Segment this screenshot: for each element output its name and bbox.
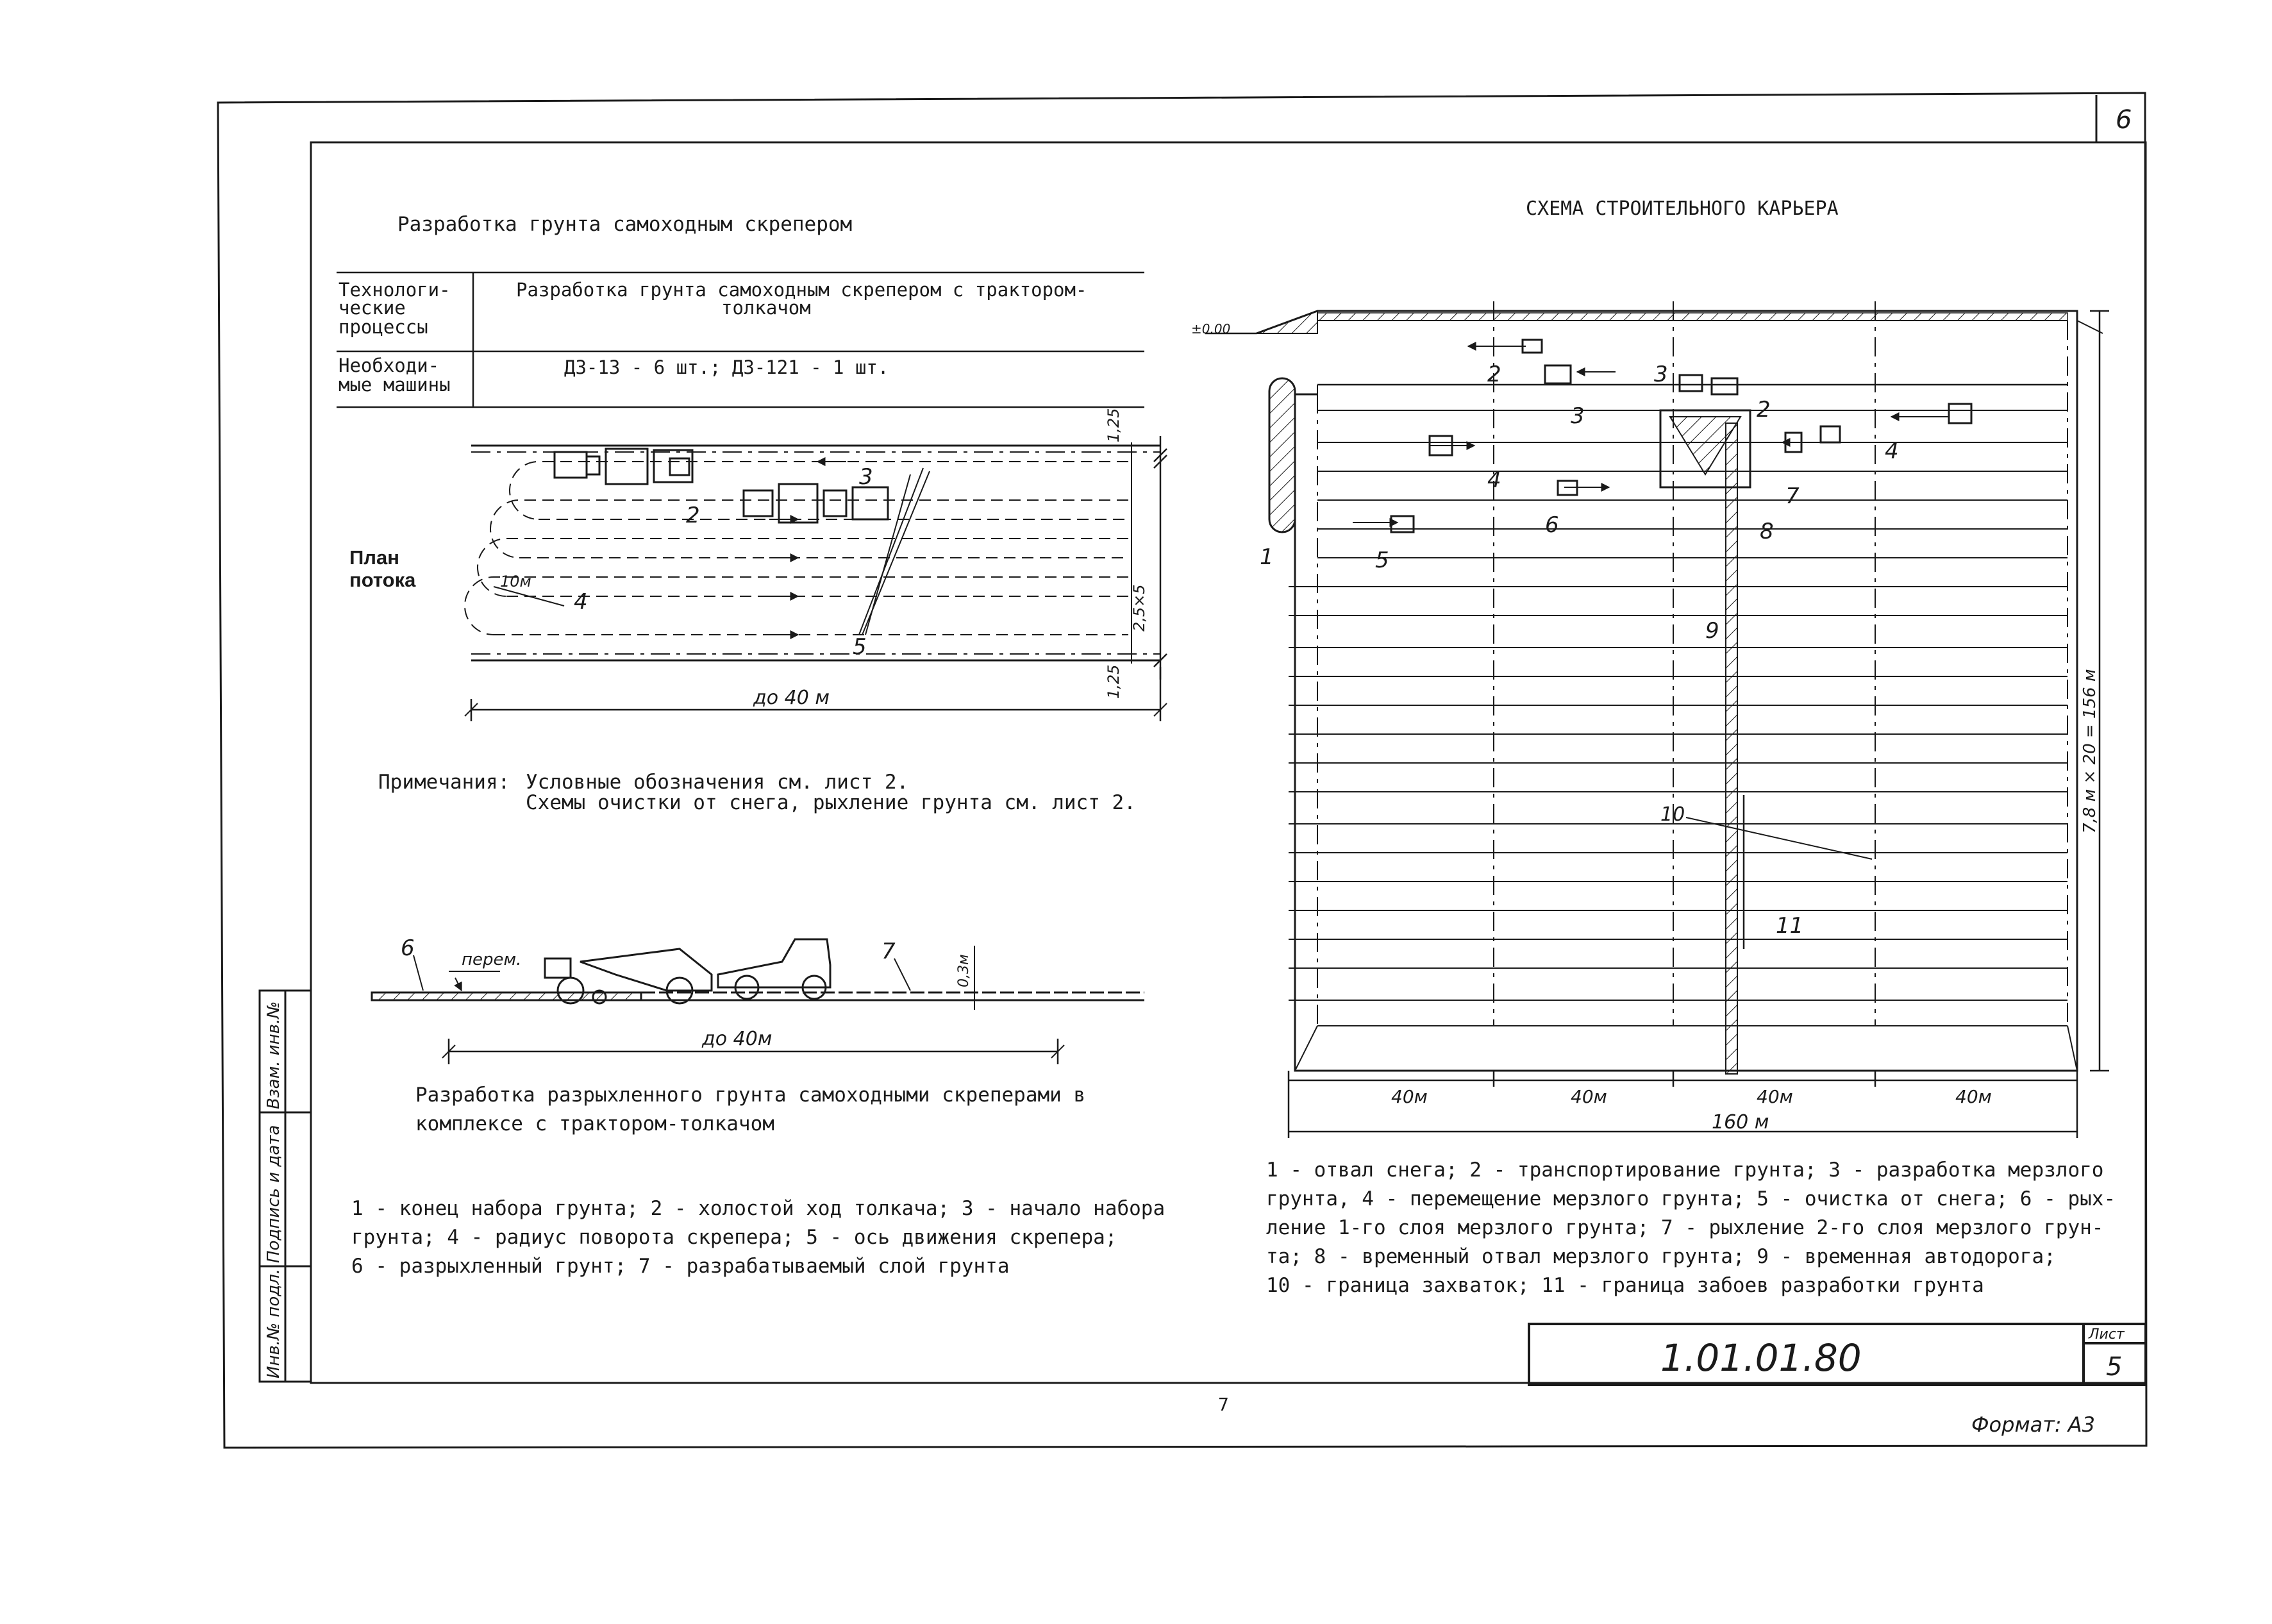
stamp-inv-podl: Инв.№ подл. — [264, 1268, 283, 1378]
plan-dim-top: 1,25 — [1105, 408, 1123, 442]
left-legend: 1 - конец набора грунта; 2 - холостой ход толкача; 3 - начало набора грунта; 4 - радиус поворота скрепера; 5 - ось движения скрепера; 6 - разрыхленный грунт; 7 - разрабатываемый слой грунта — [351, 1197, 1165, 1278]
table-row1-value: Разработка грунта самоходным скрепером с трактором- толкачом — [516, 279, 1087, 319]
quarry-dim-total: 160 м — [1712, 1111, 1769, 1134]
quarry-callout-4a: 4 — [1487, 467, 1501, 493]
quarry-level: ±0.00 — [1191, 321, 1231, 337]
quarry-dim-3: 40м — [1757, 1086, 1793, 1107]
plan-dim-mid: 2,5×5 — [1130, 584, 1148, 632]
sheet-number-top: 6 — [2116, 105, 2132, 135]
quarry-callout-5: 5 — [1375, 548, 1389, 573]
section-callout-6: 6 — [401, 935, 415, 961]
plan-dim-length: до 40 м — [753, 687, 830, 709]
section-length: до 40м — [702, 1028, 773, 1050]
quarry-callout-6: 6 — [1545, 512, 1559, 538]
stamp-signature-date: Подпись и дата — [264, 1125, 283, 1263]
quarry-callout-4b: 4 — [1885, 439, 1899, 464]
section-depth: 0,3м — [956, 954, 972, 987]
format-label: Формат: А3 — [1971, 1412, 2096, 1437]
plan-label: План потока — [349, 546, 416, 591]
table-row2-label: Необходи- мые машины — [338, 355, 451, 396]
quarry-callout-2a: 2 — [1487, 362, 1501, 387]
quarry-dim-4: 40м — [1955, 1086, 1992, 1107]
sheet-label: Лист — [2089, 1327, 2125, 1343]
page-number: 7 — [1218, 1394, 1229, 1415]
section-caption: Разработка разрыхленного грунта самоходными скреперами в комплексе с трактором-толкачом — [415, 1084, 1086, 1135]
notes-label: Примечания: — [378, 771, 510, 794]
quarry-callout-3a: 3 — [1571, 403, 1585, 429]
drawing-code: 1.01.01.80 — [1660, 1336, 1862, 1380]
quarry-callout-11: 11 — [1776, 913, 1804, 939]
plan-callout-5: 5 — [853, 634, 867, 660]
quarry-callout-3b: 3 — [1654, 362, 1668, 387]
quarry-callout-9: 9 — [1705, 618, 1719, 644]
plan-scraper-2 — [744, 484, 888, 523]
plan-callout-4: 4 — [574, 589, 588, 615]
plan-callout-2: 2 — [686, 503, 700, 528]
quarry-dim-vertical: 7,8 м × 20 = 156 м — [2080, 669, 2100, 833]
left-heading: Разработка грунта самоходным скрепером — [397, 213, 853, 236]
quarry-dim-1: 40м — [1391, 1086, 1428, 1107]
sheet-value: 5 — [2106, 1352, 2123, 1382]
section-callout-7: 7 — [881, 939, 896, 964]
quarry-title: СХЕМА СТРОИТЕЛЬНОГО КАРЬЕРА — [1526, 197, 1839, 220]
plan-scraper-1 — [555, 449, 692, 484]
plan-dim-bottom: 1,25 — [1105, 664, 1123, 699]
section-perem: перем. — [462, 950, 522, 969]
quarry-legend: 1 - отвал снега; 2 - транспортирование грунта; 3 - разработка мерзлого грунта, 4 - перемещение мерзлого грунта; 5 - очистка от снега; 6 - рых- ление 1-го слоя мерзлого грунта; 7 - рыхление 2-го слоя мерзлого грун- та; 8 - временный отвал мерзлого грунта; 9 - временная автодорога; 10 - граница захваток; 11 - граница забоев разработки грунта — [1266, 1159, 2116, 1297]
flow-plan — [465, 436, 1167, 721]
table-row2-value: ДЗ-13 - 6 шт.; ДЗ-121 - 1 шт. — [564, 356, 889, 378]
quarry-dim-2: 40м — [1571, 1086, 1607, 1107]
quarry-callout-10: 10 — [1660, 803, 1685, 826]
stamp-vzam-inv: Взам. инв.№ — [264, 1001, 283, 1109]
quarry-callout-1: 1 — [1260, 544, 1274, 570]
quarry-callout-7: 7 — [1785, 483, 1800, 509]
notes-text: Условные обозначения см. лист 2. Схемы очистки от снега, рыхление грунта см. лист 2. — [526, 771, 1136, 814]
quarry-callout-2b: 2 — [1757, 397, 1771, 423]
table-row1-label: Технологи- ческие процессы — [338, 279, 451, 338]
plan-callout-3: 3 — [859, 464, 873, 490]
quarry-plan — [1205, 301, 2109, 1138]
quarry-callout-8: 8 — [1760, 519, 1774, 544]
plan-dim-radius: 10м — [500, 573, 531, 590]
